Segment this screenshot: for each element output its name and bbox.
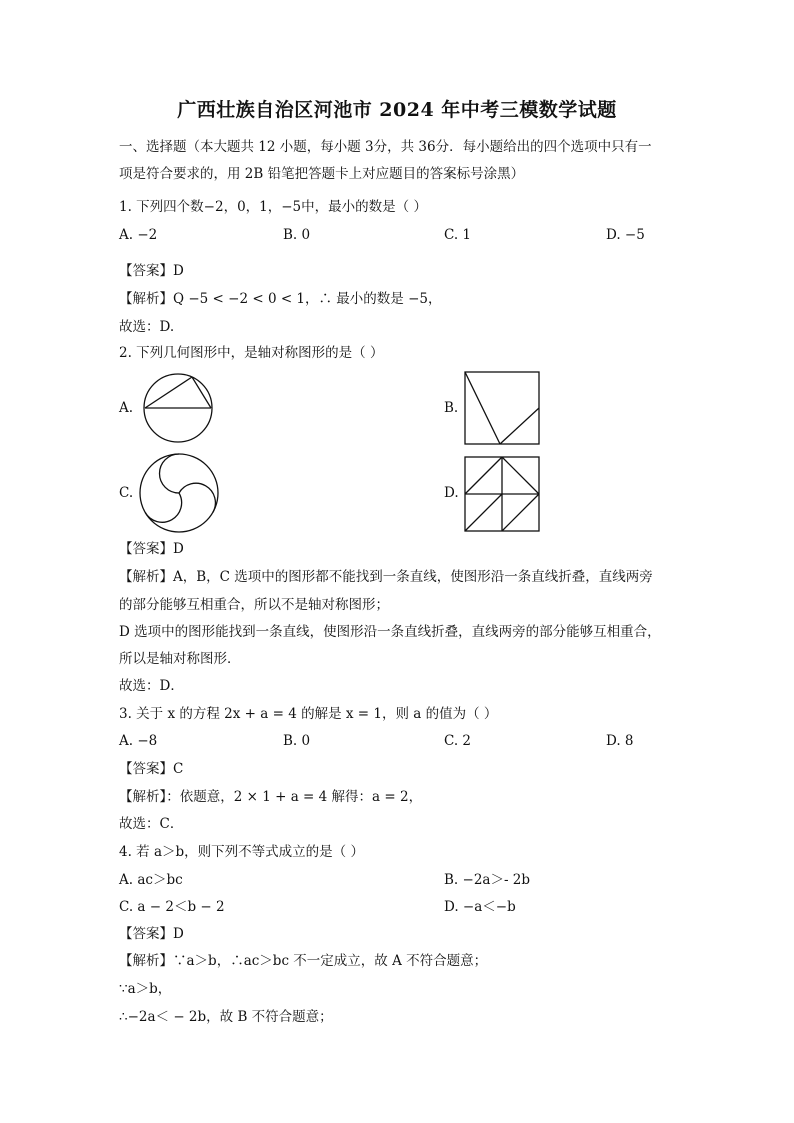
q4-option-b: B. −2a＞- 2b bbox=[444, 872, 531, 888]
q2-figure-b-square bbox=[462, 370, 542, 446]
q4-option-a: A. ac＞bc bbox=[119, 872, 183, 888]
q2-label-d: D. bbox=[444, 485, 459, 501]
question-2-stem: 2. 下列几何图形中，是轴对称图形的是（ ） bbox=[119, 345, 384, 361]
q1-answer: 【答案】D bbox=[119, 263, 184, 279]
question-1-stem: 1. 下列四个数−2，0，1，−5中，最小的数是（ ） bbox=[119, 199, 427, 215]
q4-analysis-line-1: 【解析】∵a＞b，∴ac＞bc 不一定成立，故 A 不符合题意； bbox=[119, 953, 488, 969]
q1-option-b: B. 0 bbox=[283, 227, 311, 243]
q3-conclusion: 故选：C． bbox=[119, 816, 184, 832]
q2-figure-a-circle-chord bbox=[140, 370, 216, 446]
document-title: 广西壮族自治区河池市 2024 年中考三模数学试题 bbox=[177, 99, 617, 121]
question-3-stem: 3. 关于 x 的方程 2x + a = 4 的解是 x = 1，则 a 的值为（ ） bbox=[119, 706, 498, 722]
section-heading-line-2: 项是符合要求的，用 2B 铅笔把答题卡上对应题目的答案标号涂黑） bbox=[119, 166, 525, 182]
q1-option-d: D. −5 bbox=[606, 227, 645, 243]
q1-option-a: A. −2 bbox=[119, 227, 158, 243]
q2-answer: 【答案】D bbox=[119, 541, 184, 557]
q4-analysis-line-2: ∵a＞b， bbox=[119, 981, 172, 997]
q4-option-c: C. a − 2＜b − 2 bbox=[119, 899, 225, 915]
q4-answer: 【答案】D bbox=[119, 926, 184, 942]
q3-option-b: B. 0 bbox=[283, 733, 311, 749]
q1-conclusion: 故选：D. bbox=[119, 319, 175, 335]
section-heading-line-1: 一、选择题（本大题共 12 小题，每小题 3分，共 36分．每小题给出的四个选项中只有一 bbox=[119, 139, 652, 155]
q2-figure-c-three-swirls bbox=[138, 452, 220, 534]
q4-analysis-line-3: ∴−2a＜ − 2b，故 B 不符合题意； bbox=[119, 1009, 333, 1025]
q1-analysis: 【解析】Q −5 < −2 < 0 < 1，∴ 最小的数是 −5， bbox=[119, 291, 442, 307]
q3-option-c: C. 2 bbox=[444, 733, 472, 749]
q2-label-b: B. bbox=[444, 400, 459, 416]
q2-conclusion: 故选：D． bbox=[119, 678, 184, 694]
q2-analysis-line-3: D 选项中的图形能找到一条直线，使图形沿一条直线折叠，直线两旁的部分能够互相重合， bbox=[119, 624, 661, 640]
q3-option-d: D. 8 bbox=[606, 733, 634, 749]
q3-analysis: 【解析】：依题意，2 × 1 + a = 4 解得：a = 2， bbox=[119, 789, 423, 805]
q2-analysis-line-1: 【解析】A，B，C 选项中的图形都不能找到一条直线，使图形沿一条直线折叠，直线两旁 bbox=[119, 569, 653, 585]
q2-label-a: A. bbox=[119, 400, 134, 416]
q2-analysis-line-2: 的部分能够互相重合，所以不是轴对称图形； bbox=[119, 597, 389, 613]
q1-option-c: C. 1 bbox=[444, 227, 472, 243]
q2-label-c: C. bbox=[119, 485, 134, 501]
q3-answer: 【答案】C bbox=[119, 761, 184, 777]
q2-analysis-line-4: 所以是轴对称图形． bbox=[119, 651, 241, 667]
question-4-stem: 4. 若 a＞b，则下列不等式成立的是（ ） bbox=[119, 844, 364, 860]
q3-option-a: A. −8 bbox=[119, 733, 158, 749]
q2-figure-d-grid-square bbox=[462, 455, 542, 533]
q4-option-d: D. −a＜−b bbox=[444, 899, 516, 915]
